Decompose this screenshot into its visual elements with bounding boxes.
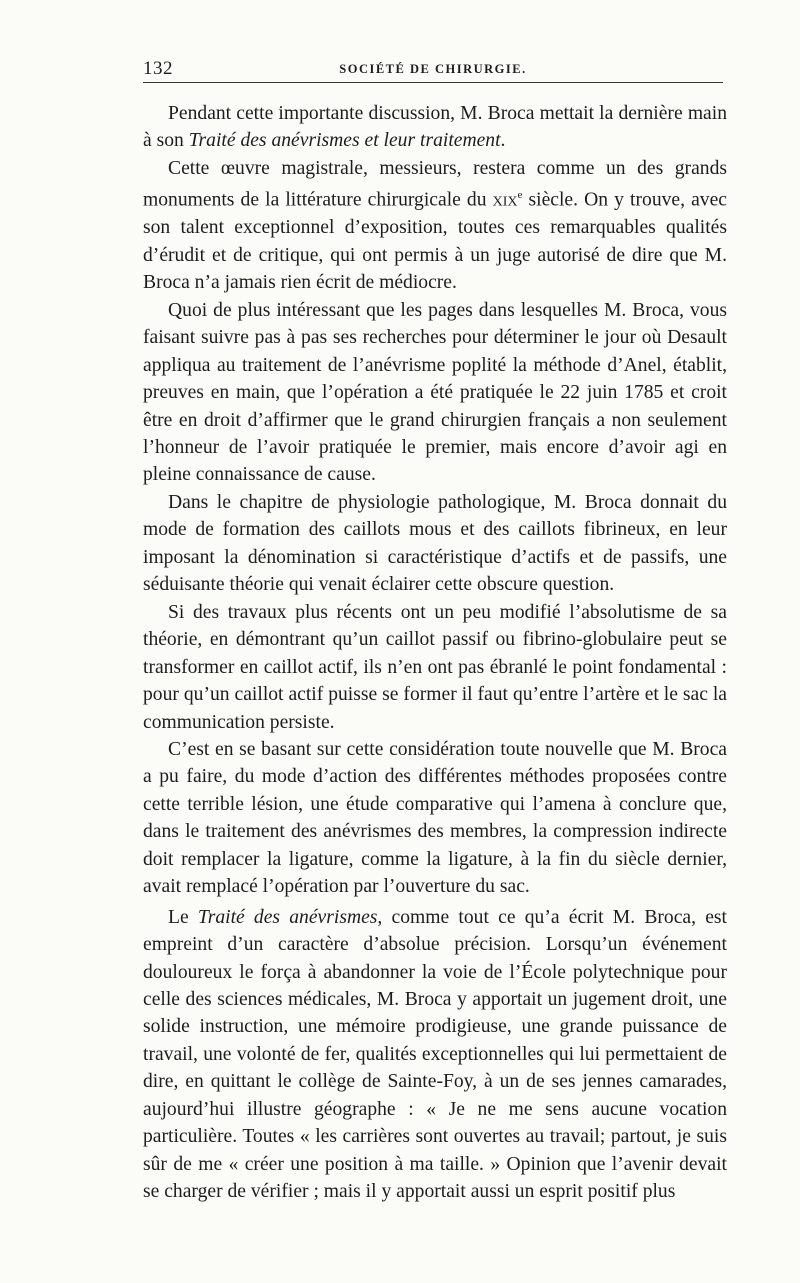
century-superscript: e <box>517 189 523 202</box>
page-header <box>143 58 723 83</box>
paragraph-6: C’est en se basant sur cette considération toute nouvelle que M. Broca a pu faire, du mode d’action des différentes méthodes proposées contre cette terrible lésion, une étude comparative qui l’amena à conclure que, dans le traitement des anévrismes des membres, la compression indirecte doit remplacer la ligature, comme la ligature, à la fin du siècle dernier, avait remplacé l’opération par l’ouverture du sac. <box>143 738 727 898</box>
paragraph-5: Si des travaux plus récents ont un peu modifié l’absolutisme de sa théorie, en démontrant qu’un caillot passif ou fibrino-globulaire peut se transformer en caillot actif, ils n’en ont pas ébranlé le point fondamental : pour qu’un caillot actif puisse se former il faut qu’entre l’artère et le sac la communication persiste. <box>143 601 727 733</box>
page-number: 132 <box>143 58 173 79</box>
running-title: SOCIÉTÉ DE CHIRURGIE. <box>339 62 527 76</box>
book-title: Traité des anévrismes <box>197 906 378 928</box>
paragraph-3: Quoi de plus intéressant que les pages dans lesquelles M. Broca, vous faisant suivre pas à pas ses recherches pour déterminer le jour où Desault appliqua au traitement de l’anévrisme poplité la méthode d’Anel, établit, preuves en main, que l’opération a été pratiquée le 22 juin 1785 et croit être en droit d’affirmer que le grand chirurgien français a non seulement l’honneur de l’avoir pratiquée le premier, mais encore d’avoir agi en pleine connaissance de cause. <box>143 299 727 486</box>
century-numeral: xix <box>492 189 518 211</box>
paragraph-4: Dans le chapitre de physiologie pathologique, M. Broca donnait du mode de formation des caillots mous et des caillots fibrineux, en leur imposant la dénomination si caractéristique d’actifs et de passifs, une séduisante théorie qui venait éclairer cette obscure question. <box>143 491 727 596</box>
book-title: Traité des anévrismes et leur traitement <box>188 130 501 152</box>
paragraph-2: Cette œuvre magistrale, messieurs, restera comme un des grands monuments de la littérature chirurgicale du xix$^e$ siècle. On y trouve, avec son talent exceptionnel d’exposition, toutes ces remarquables qualités d’érudit et de critique, qui ont permis à un juge autorisé de dire que M. Broca n’a jamais rien écrit de médiocre. <box>143 157 727 294</box>
body-text <box>143 100 727 1206</box>
paragraph-7: Le Traité des anévrismes, comme tout ce qu’a écrit M. Broca, est empreint d’un caractère d’absolue précision. Lorsqu’un événement douloureux le força à abandonner la voie de l’École polytechnique pour celle des sciences médicales, M. Broca y apportait un jugement droit, une solide instruction, une mémoire prodigieuse, une grande puissance de travail, une volonté de fer, qualités exceptionnelles qui lui permettaient de dire, en quittant le collège de Sainte-Foy, à un de ses jennes camarades, aujourd’hui illustre géographe : « Je ne me sens aucune vocation particulière. Toutes « les carrières sont ouvertes au travail; partout, je suis sûr de me « créer une position à ma taille. » Opinion que l’avenir devait se charger de vérifier ; mais il y apportait aussi un esprit positif plus <box>143 906 727 1203</box>
paragraph-1: Pendant cette importante discussion, M. Broca mettait la dernière main à son Traité des anévrismes et leur traitement. <box>143 103 727 152</box>
